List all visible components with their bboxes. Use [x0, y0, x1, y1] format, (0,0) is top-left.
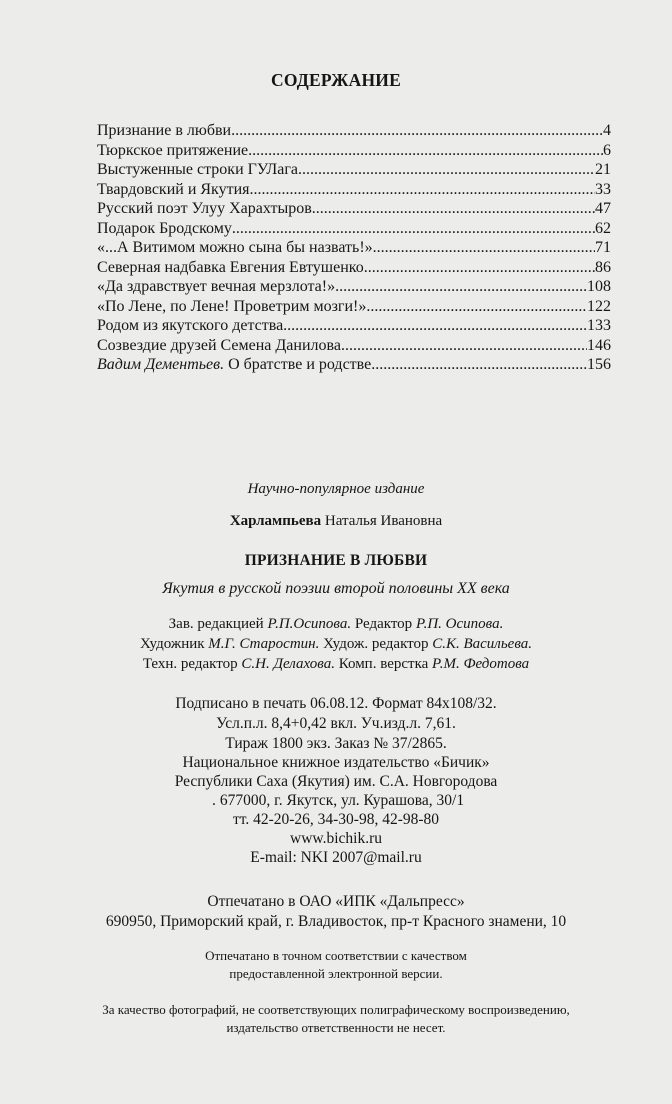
- toc-leader-dots: [232, 219, 595, 239]
- credit-name: Р.М. Федотова: [432, 656, 530, 672]
- disclaimer: За качество фотографий, не соответствующих полиграфическому воспроизведению,: [102, 1002, 570, 1017]
- toc-entry-page: 156: [587, 356, 611, 373]
- toc-leader-dots: [335, 277, 587, 297]
- credits-line-1: [0, 614, 672, 634]
- toc-leader-dots: [366, 297, 587, 317]
- author-surname: Харлампьева: [229, 513, 322, 529]
- toc-entry-page: 146: [587, 336, 611, 354]
- print-detail: www.bichik.ru: [290, 830, 382, 847]
- toc-entry-page: 71: [595, 239, 611, 256]
- print-detail: Республики Саха (Якутия) им. С.А. Новгородова: [174, 773, 498, 790]
- toc-leader-dots: [298, 160, 595, 180]
- toc-entry: [97, 316, 611, 336]
- toc-entry-page: 108: [587, 278, 611, 295]
- toc-leader-dots: [250, 180, 595, 200]
- printer-address: 690950, Приморский край, г. Владивосток, пр-т Красного знамени, 10: [105, 913, 567, 930]
- toc-leader-dots: [283, 316, 587, 336]
- quality-note: Отпечатано в точном соответствии с качеством: [205, 948, 467, 963]
- credit-name: М.Г. Старостин.: [208, 636, 320, 652]
- toc-entry: [97, 277, 611, 297]
- toc-entry-title: «Да здравствует вечная мерзлота!»: [97, 278, 336, 295]
- toc-entry-author: Вадим Дементьев.: [97, 356, 225, 373]
- edition-type: Научно-популярное издание: [247, 481, 425, 497]
- toc-entry-title: «По Лене, по Лене! Проветрим мозги!»: [97, 297, 367, 315]
- author-given-name: Наталья Ивановна: [324, 513, 443, 529]
- toc-entry-page: 122: [587, 297, 611, 315]
- credit-label: Комп. верстка: [338, 656, 429, 672]
- print-detail: Тираж 1800 экз. Заказ № 37/2865.: [225, 735, 447, 752]
- disclaimer: издательство ответственности не несет.: [226, 1020, 446, 1035]
- print-detail: . 677000, г. Якутск, ул. Курашова, 30/1: [211, 792, 465, 809]
- toc-entry-page: 133: [587, 317, 611, 334]
- toc-entry-page: 47: [595, 200, 611, 217]
- toc-leader-dots: [371, 355, 587, 375]
- print-detail: E-mail: NKI 2007@mail.ru: [250, 849, 422, 866]
- credit-name: Р.П. Осипова.: [415, 616, 504, 632]
- book-title: ПРИЗНАНИЕ В ЛЮБВИ: [244, 552, 428, 569]
- toc-entry: [97, 121, 611, 141]
- toc-entry-title-text: О братстве и родстве: [228, 356, 372, 373]
- toc-entry: [97, 355, 611, 375]
- toc-leader-dots: [312, 199, 595, 219]
- credit-name: Р.П.Осипова.: [267, 616, 352, 632]
- toc-entry-title: Подарок Бродскому: [97, 219, 232, 237]
- toc-entry: [97, 336, 611, 356]
- print-detail: Национальное книжное издательство «Бичик»: [182, 754, 490, 771]
- toc-entry: [97, 141, 611, 161]
- toc-leader-dots: [248, 141, 603, 161]
- credit-label: Зав. редакцией: [168, 616, 264, 632]
- toc-entry-page: 4: [603, 122, 611, 139]
- toc-entry-title: Твардовский и Якутия: [97, 180, 250, 198]
- print-detail: тт. 42-20-26, 34-30-98, 42-98-80: [232, 811, 440, 828]
- printer-line: Отпечатано в ОАО «ИПК «Дальпресс»: [207, 893, 465, 910]
- toc-entry-page: 86: [595, 258, 611, 276]
- toc-leader-dots: [231, 121, 603, 141]
- credit-label: Техн. редактор: [142, 656, 238, 672]
- toc-entry: [97, 258, 611, 278]
- print-detail: Усл.п.л. 8,4+0,42 вкл. Уч.изд.л. 7,61.: [216, 715, 456, 732]
- quality-note: предоставленной электронной версии.: [229, 966, 443, 981]
- book-subtitle: Якутия в русской поэзии второй половины XX века: [162, 580, 510, 597]
- table-of-contents: [97, 121, 611, 375]
- toc-leader-dots: [373, 238, 595, 258]
- toc-entry-page: 62: [595, 219, 611, 237]
- toc-entry-title: Тюркское притяжение: [97, 141, 249, 159]
- credit-name: С.К. Васильева.: [432, 636, 532, 652]
- credit-label: Худож. редактор: [323, 636, 429, 652]
- credit-label: Редактор: [354, 616, 413, 632]
- toc-entry: [97, 199, 611, 219]
- toc-entry-title: «...А Витимом можно сына бы назвать!»: [97, 239, 373, 256]
- toc-entry-title: Родом из якутского детства: [97, 317, 284, 334]
- toc-entry-title: Созвездие друзей Семена Данилова: [97, 336, 341, 354]
- toc-entry: [97, 219, 611, 239]
- toc-entry-title: Признание в любви: [97, 122, 232, 139]
- toc-entry-page: 6: [603, 141, 611, 159]
- credits-line-3: [0, 654, 672, 674]
- credit-label: Художник: [140, 636, 205, 652]
- toc-heading: СОДЕРЖАНИЕ: [270, 70, 401, 90]
- toc-entry: [97, 180, 611, 200]
- toc-entry: [97, 160, 611, 180]
- toc-leader-dots: [364, 258, 595, 278]
- toc-entry-page: 21: [595, 161, 611, 178]
- publisher-address: 677000, г. Якутск, ул. Курашова, 30/1: [219, 792, 465, 809]
- toc-entry: [97, 297, 611, 317]
- toc-entry: [97, 238, 611, 258]
- toc-leader-dots: [341, 336, 587, 356]
- toc-entry-title: Выстуженные строки ГУЛага: [97, 161, 299, 178]
- credits-line-2: [0, 634, 672, 654]
- toc-entry-title: [97, 355, 371, 375]
- toc-entry-page: 33: [595, 180, 611, 198]
- credit-name: С.Н. Делахова.: [241, 656, 335, 672]
- print-detail: Подписано в печать 06.08.12. Формат 84х108/32.: [175, 695, 497, 712]
- author-line: [0, 513, 672, 530]
- toc-entry-title: Русский поэт Улуу Харахтыров: [97, 200, 312, 217]
- toc-entry-title: Северная надбавка Евгения Евтушенко: [97, 258, 364, 276]
